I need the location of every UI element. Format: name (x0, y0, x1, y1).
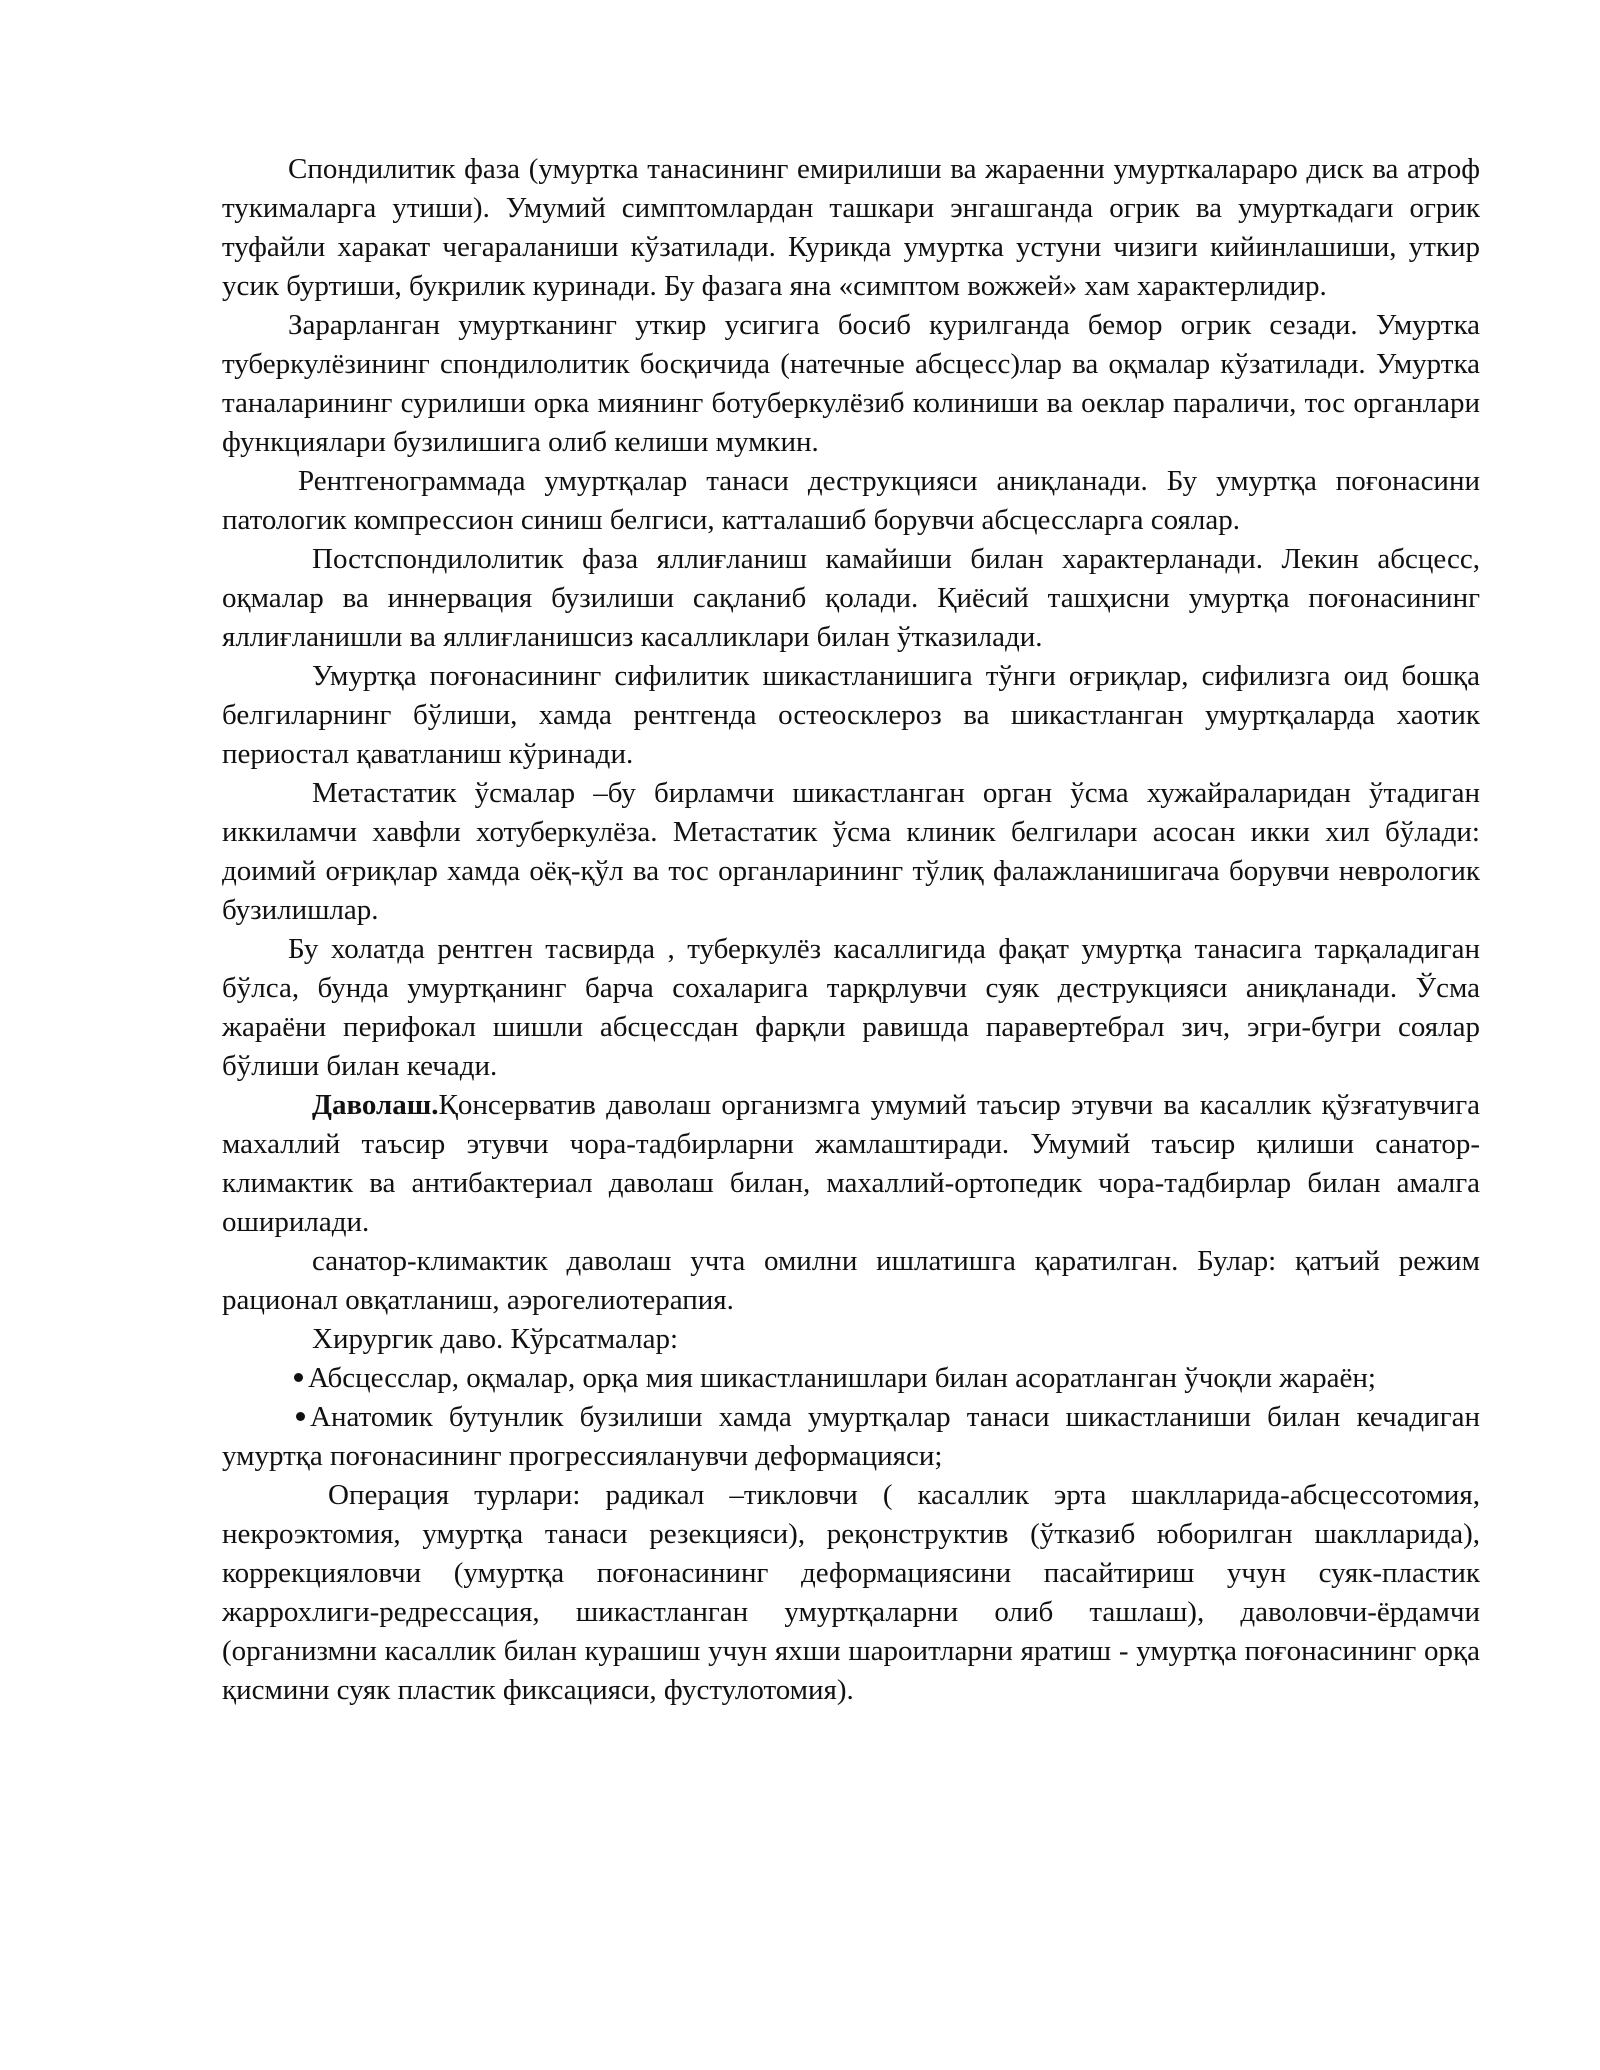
paragraph-xray-findings: Бу холатда рентген тасвирда , туберкулёз касаллигида фақат умуртқа танасига тарқаладиган бўлса, бунда умуртқанинг барча сохаларига тарқрлувчи суяк деструкцияси аниқланади. Ўсма жараёни перифокал шишли абсцессдан фарқли равишда паравертебрал зич, эгри-бугри соялар бўлиши билан кечади. (222, 933, 1480, 1082)
treatment-heading: Даволаш. (312, 1089, 439, 1121)
paragraph-damaged-vertebra: Зарарланган умуртканинг уткир усигига босиб курилганда бемор огрик сезади. Умуртка туберкулёзининг спондилолитик босқичида (натечные абсцесс)лар ва оқмалар кўзатилади. Умуртка таналарининг сурилиши орка миянинг ботуберкулёзиб колиниши ва оеклар параличи, тос органлари функциялари бузилишига олиб келиши мумкин. (222, 309, 1480, 458)
paragraph-operation-types: Операция турлари: радикал –тикловчи ( касаллик эрта шаклларида-абсцессотомия, некроэктомия, умуртқа танаси резекцияси), реқонструктив (ўтказиб юборилган шаклларида), коррекцияловчи (умуртқа поғонасининг деформациясини пасайтириш учун суяк-пластик жаррохлиги-редрессация, шикастланган умуртқаларни олиб ташлаш), даволовчи-ёрдамчи (организмни касаллик билан курашиш учун яхши шароитларни яратиш - умуртқа поғонасининг орқа қисмини суяк пластик фиксацияси, фустулотомия). (222, 1479, 1480, 1706)
paragraph-postspondylolytic-phase: Постспондилолитик фаза яллиғланиш камайиши билан характерланади. Лекин абсцесс, оқмалар ва иннервация бузилиши сақланиб қолади. Қиёсий ташҳисни умуртқа поғонасининг яллиғланишли ва яллиғланишсиз касалликлари билан ўтказилади. (222, 543, 1480, 653)
bullet-item-text: Анатомик бутунлик бузилиши хамда умуртқалар танаси шикастланиши билан кечадиган умуртқа поғонасининг прогрессияланувчи деформацияси; (222, 1401, 1480, 1472)
paragraph-treatment (222, 1086, 1480, 1242)
paragraph-radiograph: Рентгенограммада умуртқалар танаси деструкцияси аниқланади. Бу умуртқа поғонасини патологик компрессион синиш белгиси, катталашиб борувчи абсцессларга соялар. (222, 465, 1480, 536)
bullet-item-text: Абсцесслар, оқмалар, орқа мия шикастланишлари билан асоратланган ўчоқли жараён; (308, 1362, 1376, 1394)
document-page (222, 150, 1480, 1710)
paragraph-metastatic-tumors: Метастатик ўсмалар –бу бирламчи шикастланган орган ўсма хужайраларидан ўтадиган иккиламчи хавфли хотуберкулёза. Метастатик ўсма клиник белгилари асосан икки хил бўлади: доимий оғриқлар хамда оёқ-қўл ва тос органларининг тўлиқ фалажланишигача борувчи неврологик бузилишлар. (222, 777, 1480, 926)
bullet-item-deformation (222, 1398, 1480, 1476)
bullet-icon (296, 1412, 305, 1421)
paragraph-syphilitic-lesion: Умуртқа поғонасининг сифилитик шикастланишига тўнги оғриқлар, сифилизга оид бошқа белгиларнинг бўлиши, хамда рентгенда остеосклероз ва шикастланган умуртқаларда хаотик периостал қаватланиш кўринади. (222, 660, 1480, 770)
treatment-text: Қонсерватив даволаш организмга умумий таъсир этувчи ва касаллик қўзғатувчига махаллий таъсир этувчи чора-тадбирларни жамлаштиради. Умумий таъсир қилиши санатор-климактик ва антибактериал даволаш билан, махаллий-ортопедик чора-тадбирлар билан амалга оширилади. (222, 1089, 1480, 1238)
bullet-item-abscesses (222, 1359, 1480, 1398)
paragraph-sanatorium-treatment: санатор-климактик даволаш учта омилни ишлатишга қаратилган. Булар: қатъий режим рационал овқатланиш, аэрогелиотерапия. (222, 1245, 1480, 1316)
paragraph-surgical-heading: Хирургик даво. Кўрсатмалар: (312, 1323, 678, 1355)
bullet-icon (294, 1373, 303, 1382)
paragraph-spondylitic-phase: Спондилитик фаза (умуртка танасининг емирилиши ва жараенни умурткалараро диск ва атроф тукималарга утиши). Умумий симптомлардан ташкари энгашганда огрик ва умурткадаги огрик туфайли харакат чегараланиши кўзатилади. Курикда умуртка устуни чизиги кийинлашиши, уткир усик буртиши, букрилик куринади. Бу фазага яна «симптом вожжей» хам характерлидир. (222, 153, 1480, 302)
